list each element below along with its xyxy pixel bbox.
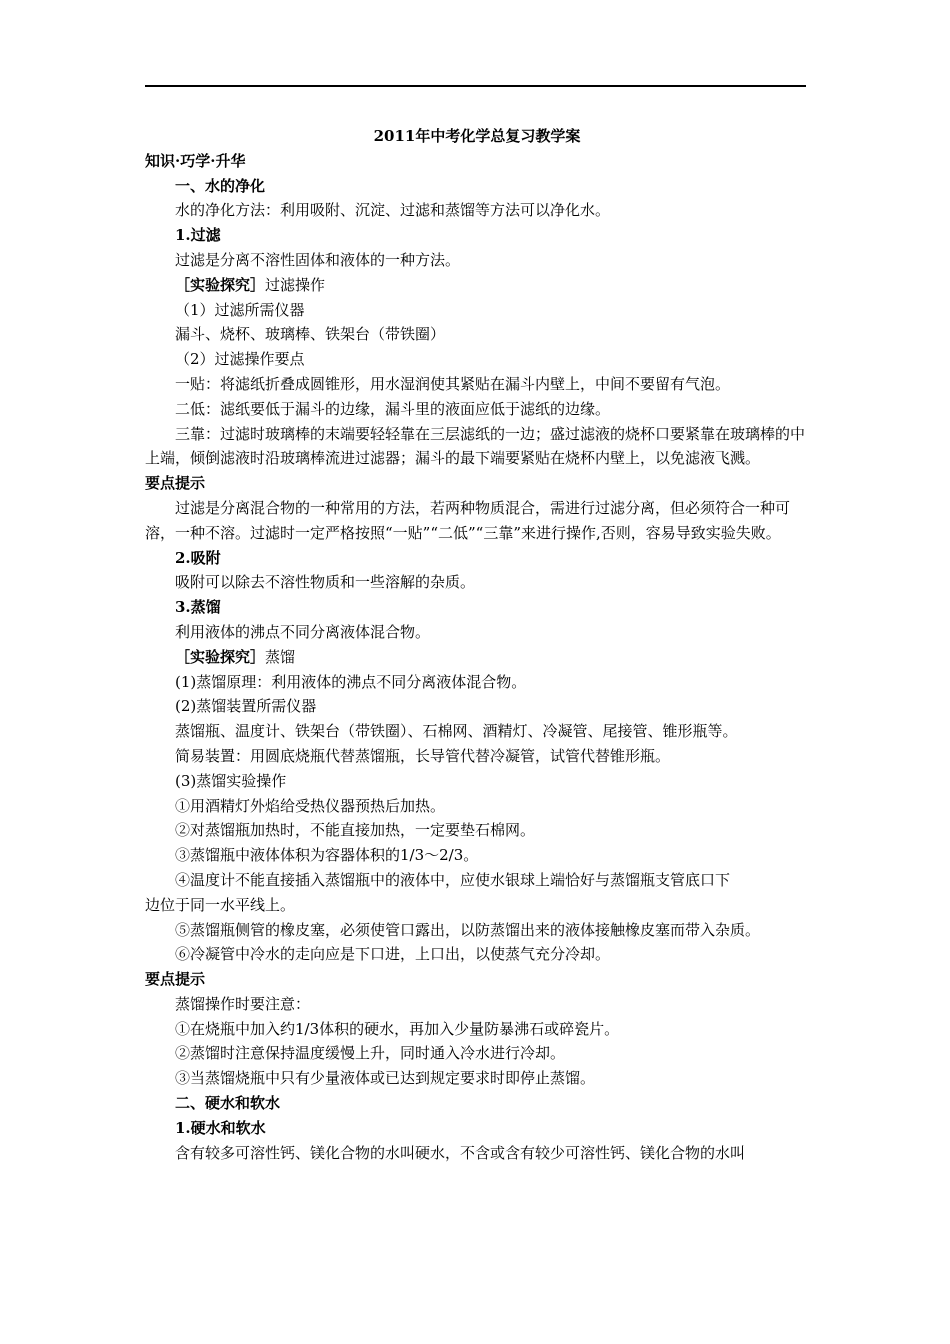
heading-hard-soft-water: 二、硬水和软水 xyxy=(175,1094,281,1113)
list-item: ⑤蒸馏瓶侧管的橡皮塞，必须使管口露出，以防蒸馏出来的液体接触橡皮塞而带入杂质。 xyxy=(175,920,761,939)
paragraph: 蒸馏瓶、温度计、铁架台（带铁圈）、石棉网、酒精灯、冷凝管、尾接管、锥形瓶等。 xyxy=(175,722,738,741)
paragraph: （1）过滤所需仪器 xyxy=(175,300,305,319)
subheading-filtration: 1.过滤 xyxy=(175,226,221,245)
key-point-heading: 要点提示 xyxy=(145,474,206,493)
list-item: ③当蒸馏烧瓶中只有少量液体或已达到规定要求时即停止蒸馏。 xyxy=(175,1069,596,1088)
experiment-label: ［实验探究］ xyxy=(175,647,266,666)
list-item: ②对蒸馏瓶加热时，不能直接加热，一定要垫石棉网。 xyxy=(175,821,536,840)
subheading-hard-soft-water: 1.硬水和软水 xyxy=(175,1118,266,1137)
subheading-adsorption: 2.吸附 xyxy=(175,548,221,567)
paragraph: 水的净化方法：利用吸附、沉淀、过滤和蒸馏等方法可以净化水。 xyxy=(175,201,611,220)
paragraph: 简易装置：用圆底烧瓶代替蒸馏瓶，长导管代替冷凝管，试管代替锥形瓶。 xyxy=(175,746,671,765)
experiment-label: ［实验探究］ xyxy=(175,275,266,294)
list-item: ②蒸馏时注意保持温度缓慢上升，同时通入冷水进行冷却。 xyxy=(175,1044,566,1063)
section-label: 知识·巧学·升华 xyxy=(145,151,246,170)
list-item: ①在烧瓶中加入约1/3体积的硬水，再加入少量防暴沸石或碎瓷片。 xyxy=(175,1019,620,1038)
document-body xyxy=(145,124,809,1165)
list-item: ④温度计不能直接插入蒸馏瓶中的液体中，应使水银球上端恰好与蒸馏瓶支管底口下 xyxy=(175,870,731,889)
paragraph: (1)蒸馏原理：利用液体的沸点不同分离液体混合物。 xyxy=(175,672,527,691)
paragraph: (2)蒸馏装置所需仪器 xyxy=(175,697,317,716)
paragraph: 一贴：将滤纸折叠成圆锥形，用水湿润使其紧贴在漏斗内壁上，中间不要留有气泡。 xyxy=(175,374,731,393)
header-rule xyxy=(145,85,806,87)
experiment-topic: 蒸馏 xyxy=(265,647,296,666)
paragraph: 蒸馏操作时要注意： xyxy=(175,994,311,1013)
list-item: ①用酒精灯外焰给受热仪器预热后加热。 xyxy=(175,796,446,815)
document-title: 2011年中考化学总复习教学案 xyxy=(373,127,581,145)
list-item-continuation: 边位于同一水平线上。 xyxy=(145,895,296,914)
paragraph: 过滤是分离混合物的一种常用的方法，若两种物质混合，需进行过滤分离，但必须符合一种可溶，一种不溶。过滤时一定严格按照“一贴”“二低”“三靠”来进行操作,否则，容易导致实验失败。 xyxy=(145,498,791,542)
paragraph: 二低：滤纸要低于漏斗的边缘，漏斗里的液面应低于滤纸的边缘。 xyxy=(175,399,611,418)
paragraph: 三靠：过滤时玻璃棒的末端要轻轻靠在三层滤纸的一边；盛过滤液的烧杯口要紧靠在玻璃棒的中上端，倾倒滤液时沿玻璃棒流进过滤器；漏斗的最下端要紧贴在烧杯内壁上，以免滤液飞溅。 xyxy=(145,424,806,468)
experiment-line xyxy=(145,645,809,670)
key-point-heading: 要点提示 xyxy=(145,970,206,989)
heading-water-purification: 一、水的净化 xyxy=(175,176,266,195)
list-item: ⑥冷凝管中冷水的走向应是下口进，上口出，以使蒸气充分冷却。 xyxy=(175,945,611,964)
paragraph: （2）过滤操作要点 xyxy=(175,350,305,369)
paragraph: 利用液体的沸点不同分离液体混合物。 xyxy=(175,622,431,641)
paragraph: 吸附可以除去不溶性物质和一些溶解的杂质。 xyxy=(175,573,476,592)
paragraph: 过滤是分离不溶性固体和液体的一种方法。 xyxy=(175,250,461,269)
experiment-line xyxy=(145,273,809,298)
experiment-topic: 过滤操作 xyxy=(265,275,326,294)
list-item: ③蒸馏瓶中液体体积为容器体积的1/3～2/3。 xyxy=(175,846,479,865)
paragraph: 含有较多可溶性钙、镁化合物的水叫硬水，不含或含有较少可溶性钙、镁化合物的水叫 xyxy=(175,1143,746,1162)
paragraph: 漏斗、烧杯、玻璃棒、铁架台（带铁圈） xyxy=(175,325,446,344)
paragraph: (3)蒸馏实验操作 xyxy=(175,771,287,790)
subheading-distillation: 3.蒸馏 xyxy=(175,598,221,617)
